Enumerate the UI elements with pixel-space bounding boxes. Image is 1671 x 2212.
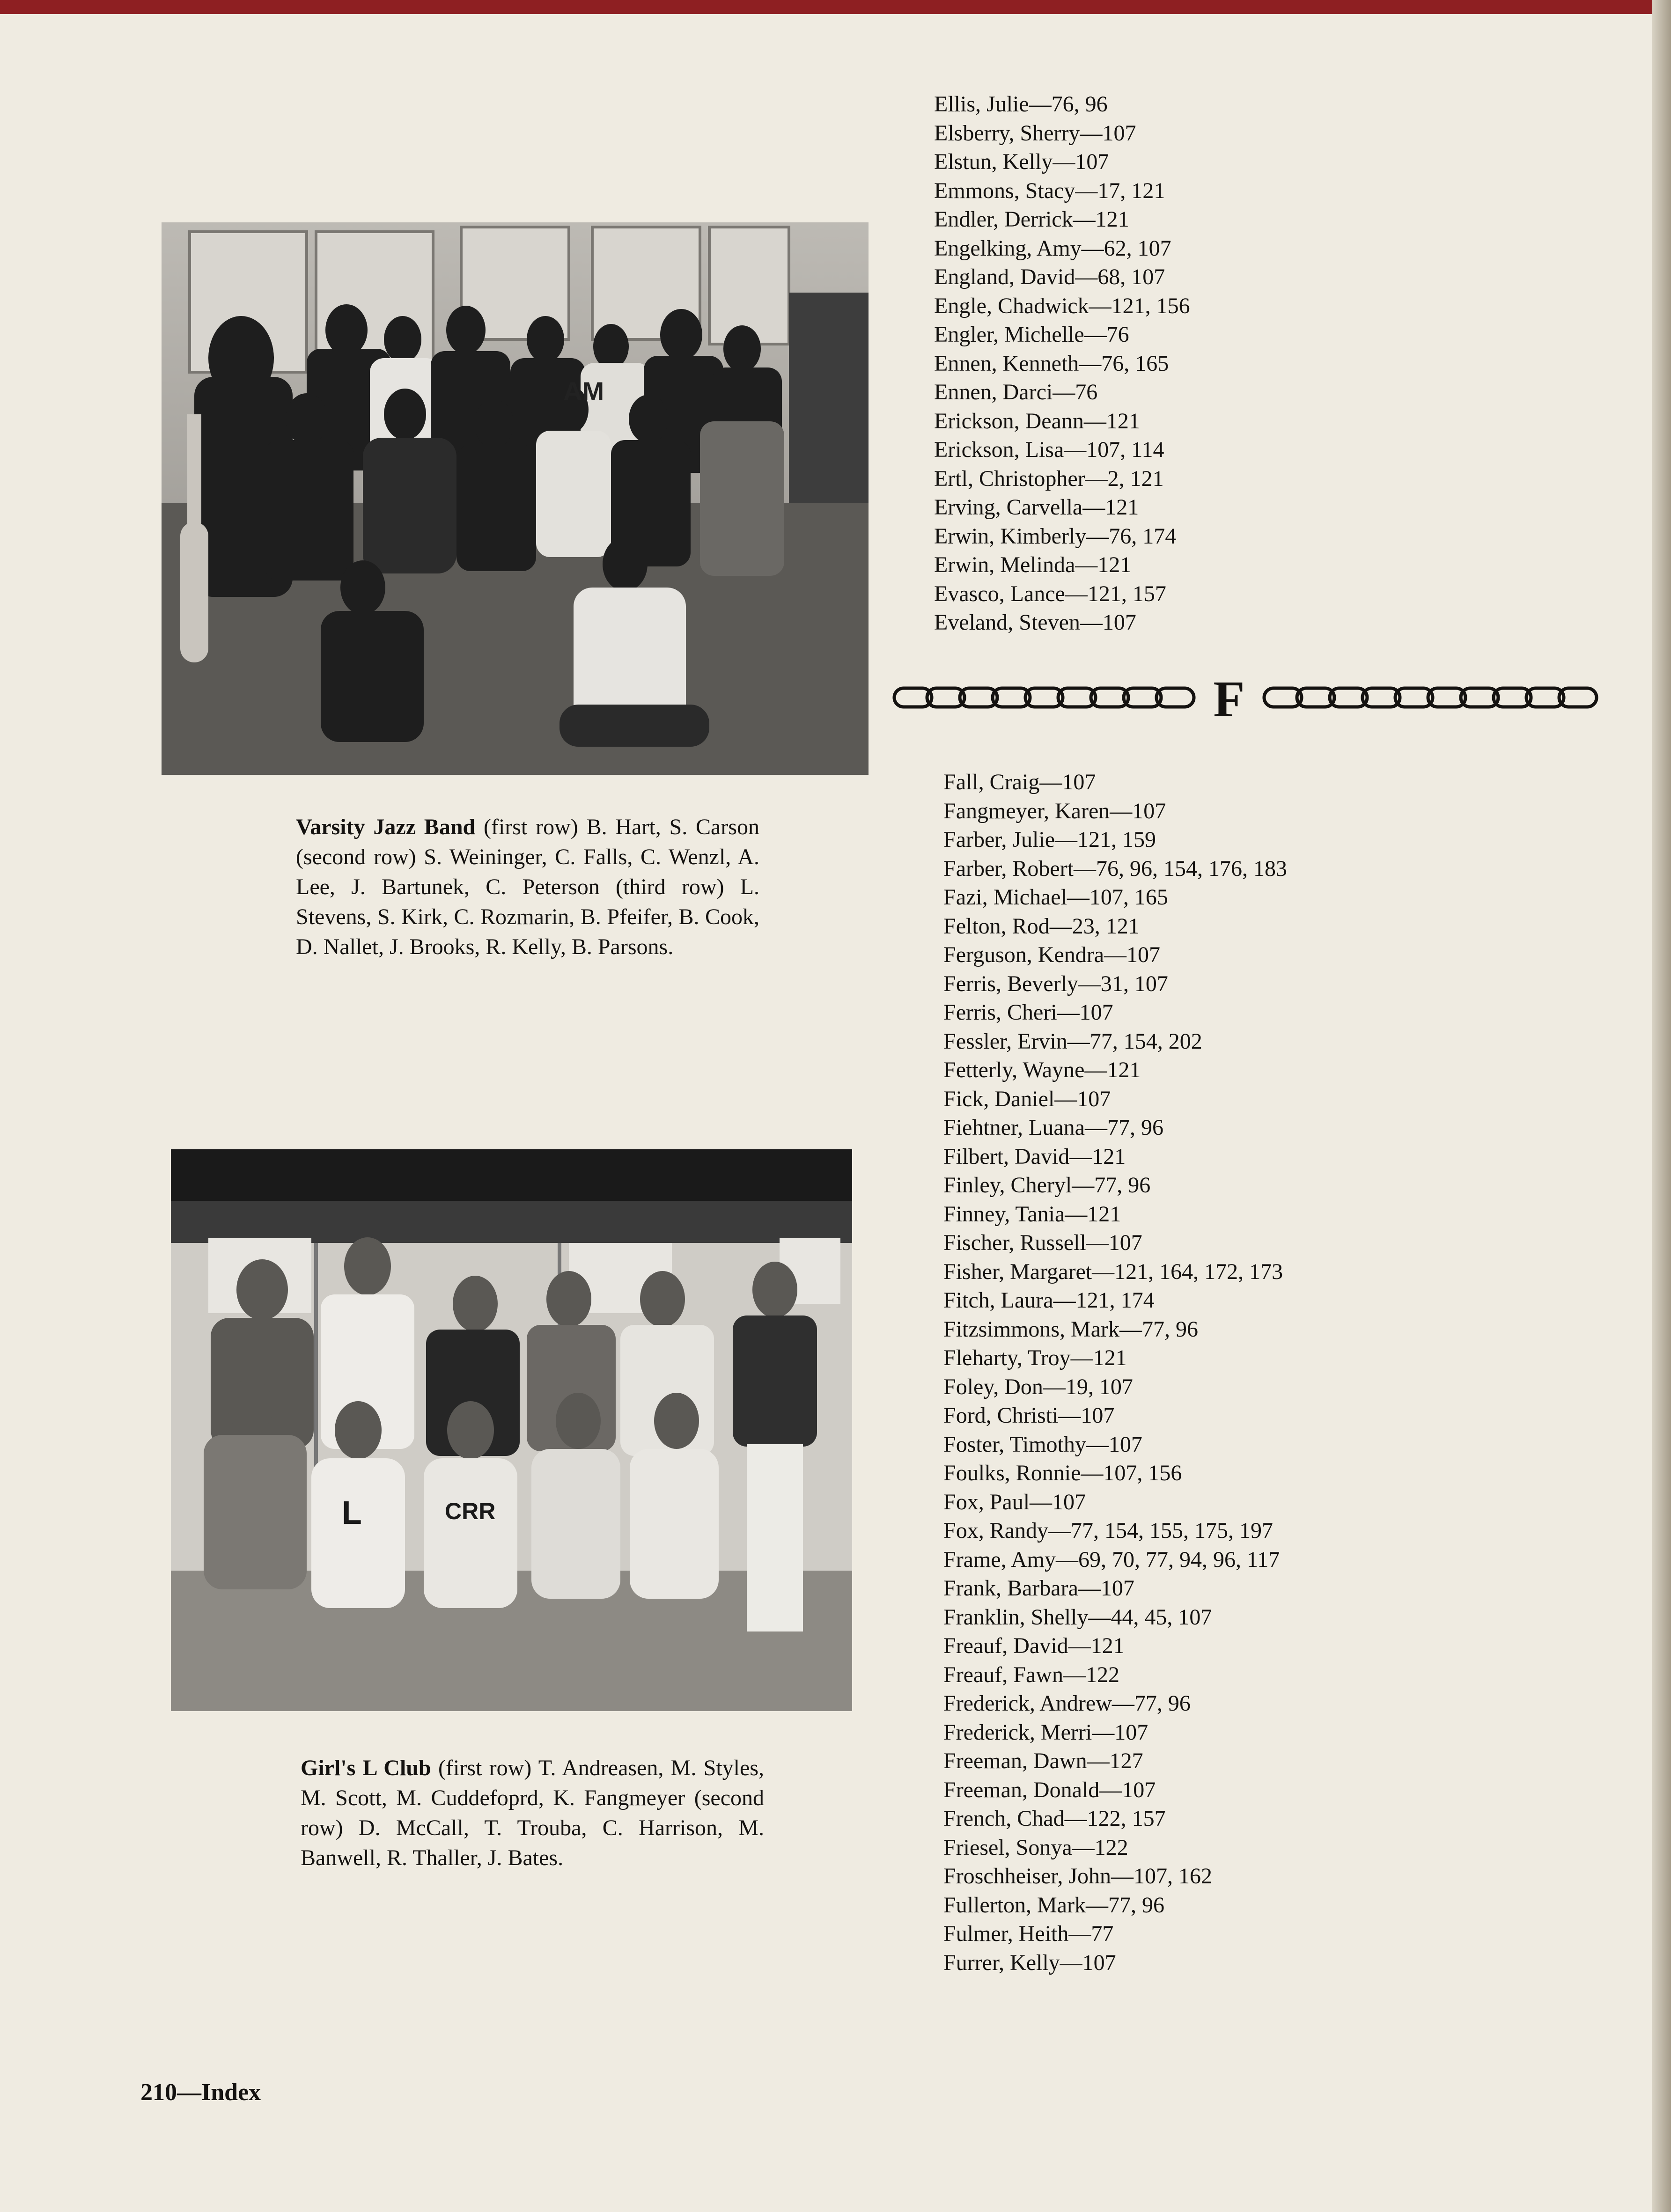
index-entry: Foulks, Ronnie—107, 156 (943, 1461, 1182, 1485)
section-divider-f (890, 672, 1615, 723)
index-entry: Froschheiser, John—107, 162 (943, 1864, 1213, 1889)
lclub-shirt-letter: L (342, 1494, 362, 1531)
index-entry: Fisher, Margaret—121, 164, 172, 173 (943, 1259, 1283, 1284)
page-footer: 210—Index (140, 2079, 261, 2106)
section-letter: F (1213, 672, 1245, 723)
chain-ornament-left (894, 688, 1194, 707)
index-entry: Ford, Christi—107 (943, 1403, 1115, 1428)
index-entry: Emmons, Stacy—17, 121 (934, 178, 1165, 203)
index-entry: Fitch, Laura—121, 174 (943, 1288, 1155, 1313)
chain-ornament-right (1264, 688, 1597, 707)
index-entry: Ennen, Darci—76 (934, 380, 1098, 404)
index-entry: Felton, Rod—23, 121 (943, 913, 1140, 939)
index-entry: Fitzsimmons, Mark—77, 96 (943, 1316, 1199, 1342)
index-entry: Elstun, Kelly—107 (934, 149, 1109, 174)
index-entry: Fleharty, Troy—121 (943, 1345, 1127, 1370)
index-entry: Fullerton, Mark—77, 96 (943, 1892, 1164, 1918)
index-entry: Elsberry, Sherry—107 (934, 120, 1136, 146)
index-entry: Fischer, Russell—107 (943, 1230, 1142, 1255)
jazz-shirt-text: AM (563, 376, 604, 406)
index-entry: French, Chad—122, 157 (943, 1806, 1166, 1831)
index-entry: Erving, Carvella—121 (934, 495, 1139, 520)
index-entry: England, David—68, 107 (934, 265, 1165, 289)
jazz-caption-text: (first row) B. Hart, S. Carson (second row) S. Weininger, C. Falls, C. Wenzl, A. Lee, J. Bartunek, C. Peterson (third row) L. Stevens, S. Kirk, C. Rozmarin, B. Pfeifer, B. Cook, D. Nallet, J. Brooks, R. Kelly, B. Parsons. (296, 815, 759, 959)
l-club-photo (171, 1149, 852, 1711)
index-entry: Furrer, Kelly—107 (943, 1950, 1116, 1975)
index-entry: Fazi, Michael—107, 165 (943, 885, 1168, 910)
jazz-caption-title: Varsity Jazz Band (296, 815, 476, 839)
index-entry: Engelking, Amy—62, 107 (934, 235, 1171, 261)
index-entry: Farber, Robert—76, 96, 154, 176, 183 (943, 856, 1287, 881)
index-entry: Finney, Tania—121 (943, 1201, 1121, 1227)
index-entry: Ennen, Kenneth—76, 165 (934, 351, 1169, 376)
index-entry: Fick, Daniel—107 (943, 1086, 1111, 1111)
lclub-caption-title: Girl's L Club (301, 1756, 431, 1780)
jazz-band-photo (162, 222, 869, 775)
index-entry: Farber, Julie—121, 159 (943, 827, 1156, 852)
index-f-list (943, 768, 1287, 1977)
index-entry: Fall, Craig—107 (943, 770, 1096, 794)
index-entry: Fetterly, Wayne—121 (943, 1058, 1141, 1082)
index-entry: Ellis, Julie—76, 96 (934, 92, 1108, 117)
index-entry: Fangmeyer, Karen—107 (943, 798, 1166, 823)
index-entry: Fulmer, Heith—77 (943, 1921, 1114, 1946)
index-entry: Erickson, Deann—121 (934, 408, 1140, 434)
index-entry: Erwin, Melinda—121 (934, 552, 1132, 577)
index-entry: Freauf, Fawn—122 (943, 1662, 1119, 1687)
page-top-edge (0, 0, 1671, 14)
index-entry: Erwin, Kimberly—76, 174 (934, 523, 1177, 549)
index-entry: Ferris, Cheri—107 (943, 1000, 1113, 1025)
l-club-caption (301, 1753, 764, 1873)
index-entry: Foley, Don—19, 107 (943, 1374, 1133, 1399)
binding-edge (1652, 0, 1671, 2212)
index-entry: Ferguson, Kendra—107 (943, 942, 1161, 967)
index-entry: Franklin, Shelly—44, 45, 107 (943, 1604, 1212, 1630)
index-entry: Frame, Amy—69, 70, 77, 94, 96, 117 (943, 1547, 1280, 1572)
index-entry: Filbert, David—121 (943, 1144, 1126, 1169)
index-entry: Fox, Randy—77, 154, 155, 175, 197 (943, 1518, 1273, 1543)
index-entry: Frederick, Andrew—77, 96 (943, 1691, 1191, 1716)
index-entry: Freeman, Dawn—127 (943, 1749, 1143, 1773)
lclub-caption-text: (first row) T. Andreasen, M. Styles, M. Scott, M. Cuddefoprd, K. Fangmeyer (second row) D. McCall, T. Trouba, C. Harrison, M. Banwell, R. Thaller, J. Bates. (301, 1756, 764, 1870)
index-entry: Fiehtner, Luana—77, 96 (943, 1115, 1163, 1140)
index-entry: Erickson, Lisa—107, 114 (934, 437, 1164, 462)
index-entry: Foster, Timothy—107 (943, 1432, 1142, 1457)
index-entry: Ertl, Christopher—2, 121 (934, 466, 1164, 491)
index-entry: Fox, Paul—107 (943, 1489, 1086, 1514)
lclub-shirt-text: CRR (445, 1498, 496, 1524)
index-e-list (934, 90, 1190, 637)
index-entry: Eveland, Steven—107 (934, 610, 1136, 635)
index-entry: Frederick, Merri—107 (943, 1720, 1148, 1745)
index-entry: Fessler, Ervin—77, 154, 202 (943, 1029, 1202, 1054)
index-entry: Engler, Michelle—76 (934, 322, 1129, 347)
index-entry: Freauf, David—121 (943, 1633, 1125, 1658)
index-entry: Finley, Cheryl—77, 96 (943, 1173, 1151, 1198)
index-entry: Evasco, Lance—121, 157 (934, 581, 1166, 606)
index-entry: Endler, Derrick—121 (934, 207, 1129, 232)
jazz-band-caption (296, 812, 759, 962)
index-entry: Ferris, Beverly—31, 107 (943, 971, 1168, 996)
index-entry: Friesel, Sonya—122 (943, 1835, 1128, 1860)
index-entry: Freeman, Donald—107 (943, 1777, 1156, 1802)
index-entry: Frank, Barbara—107 (943, 1576, 1134, 1601)
index-entry: Engle, Chadwick—121, 156 (934, 293, 1190, 318)
